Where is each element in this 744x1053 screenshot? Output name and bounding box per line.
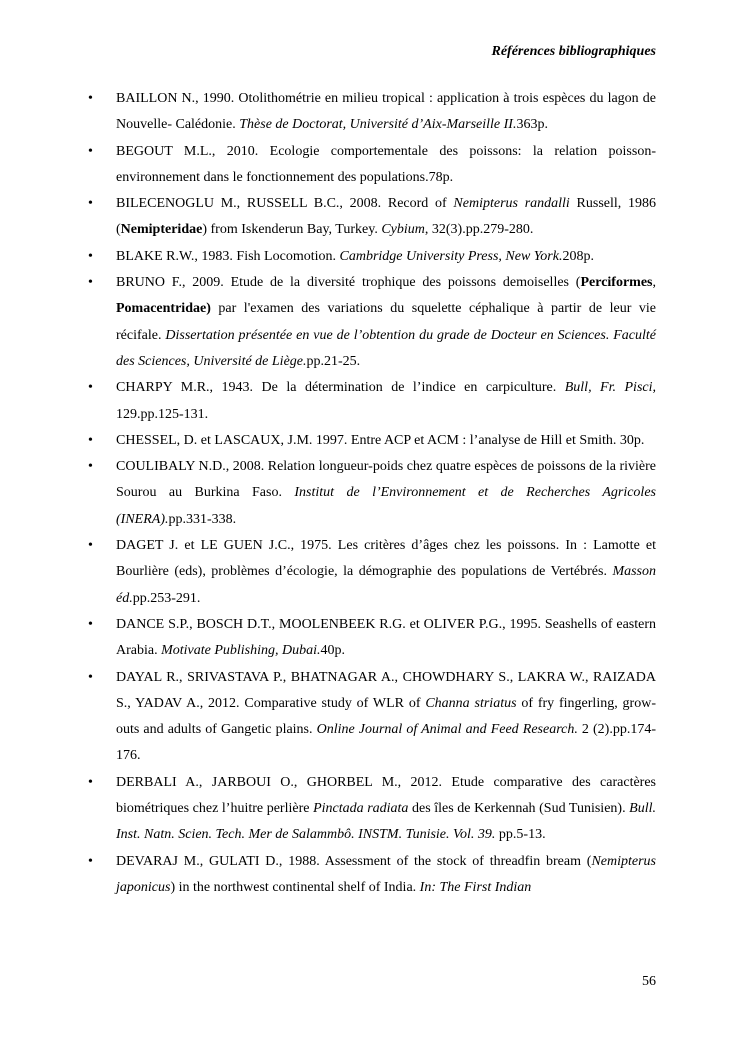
bullet-icon: • [88,91,93,106]
reference-text-segment: Pinctada radiata [313,801,409,817]
reference-text-segment: Masson éd. [116,564,656,606]
reference-item [88,533,656,612]
bullet-icon: • [88,143,93,159]
reference-text-segment: 208p. [562,248,594,264]
reference-text-segment: BAILLON N., 1990. Otolithométrie en milieu tropical : application à trois espèces du lagon de Nouvelle- Calédonie. [116,91,656,133]
reference-item [88,270,656,375]
reference-text-segment: Motivate Publishing, Dubai. [161,643,321,659]
bullet-icon: • [88,538,93,554]
reference-text-segment: Bull. Inst. Natn. Scien. Tech. Mer de Salammbô. INSTM. Tunisie. Vol. 39. [116,801,656,843]
reference-text-segment: par l'examen des variations du squelette céphalique à partir de leur vie récifale. [116,301,656,343]
reference-text-segment: Thèse de Doctorat, Université d’Aix-Marseille II. [239,117,517,133]
reference-text-segment: pp.5-13. [495,827,546,843]
reference-text-segment: Cambridge University Press, New York. [339,248,563,264]
reference-item [88,244,656,270]
reference-text-segment: DANCE S.P., BOSCH D.T., MOOLENBEEK R.G. et OLIVER P.G., 1995. Seashells of eastern Arabia. [116,616,656,659]
reference-text-segment: Nemipteridae [120,222,203,238]
reference-text-segment: 363p. [516,117,548,133]
bullet-icon: • [88,248,93,264]
reference-text-segment: Channa striatus [425,695,517,711]
reference-text-segment: DAGET J. et LE GUEN J.C., 1975. Les critères d’âges chez les poissons. In : Lamotte et Bourlière (eds), problèmes d’écologie, la démographie des populations de Vertébrés. [116,538,656,580]
reference-text-segment: COULIBALY N.D., 2008. Relation longueur-poids chez quatre espèces de poissons de la rivière Sourou au Burkina Faso. [116,459,656,501]
reference-text-segment: BRUNO F., 2009. Etude de la diversité trophique des poissons demoiselles ( [116,275,581,291]
reference-item [88,86,656,139]
bullet-icon: • [88,774,93,790]
reference-text-segment: CHESSEL, D. et LASCAUX, J.M. 1997. Entre ACP et ACM : l’analyse de Hill et Smith. 30p. [116,432,645,448]
reference-item [88,454,656,533]
reference-text-segment: 40p. [320,643,346,659]
reference-item [88,849,656,902]
reference-text-segment: , 32(3).pp.279-280. [424,222,534,238]
reference-text-segment: of fry fingerling, grow-outs and adults of Gangetic plains. [116,695,656,738]
reference-text-segment: Perciformes [580,275,653,291]
reference-text-segment: Dissertation présentée en vue de l’obtention du grade de Docteur en Sciences. Faculté des Sciences, Université de Liège. [116,327,657,369]
bullet-icon: • [88,853,93,869]
reference-item [88,375,656,428]
reference-text-segment: pp.21-25. [306,353,361,369]
reference-text-segment: 2 (2).pp.174-176. [116,722,656,764]
reference-item [88,139,656,192]
reference-text-segment: In: The First Indian [419,879,532,895]
reference-text-segment: DERBALI A., JARBOUI O., GHORBEL M., 2012. Etude comparative des caractères biométriques chez l’huitre perlière [116,774,656,817]
bullet-icon: • [88,380,93,396]
reference-item [88,428,656,454]
reference-item [88,665,656,770]
reference-text-segment: BEGOUT M.L., 2010. Ecologie comportementale des poissons: la relation poisson-environnement dans le fonctionnement des populations.78p. [116,143,656,185]
reference-text-segment: BILECENOGLU M., RUSSELL B.C., 2008. Record of [116,196,454,212]
bullet-icon: • [88,459,93,475]
bullet-icon: • [88,669,93,685]
bullet-icon: • [88,196,93,212]
reference-text-segment: CHARPY M.R., 1943. De la détermination de l’indice en carpiculture. [116,380,565,396]
reference-text-segment: 129.pp.125-131. [116,406,209,422]
reference-text-segment: pp.331-338. [168,511,237,527]
bullet-icon: • [88,275,93,291]
reference-item [88,612,656,665]
reference-text-segment: Institut de l’Environnement et de Recherches Agricoles (INERA). [116,485,656,527]
reference-text-segment: DAYAL R., SRIVASTAVA P., BHATNAGAR A., CHOWDHARY S., LAKRA W., RAIZADA S., YADAV A., 2012. Comparative study of WLR of [116,669,656,711]
reference-text-segment: Bull, Fr. Pisci, [564,380,656,396]
reference-list [88,86,656,901]
running-header: Références bibliographiques [491,44,656,59]
reference-text-segment: DEVARAJ M., GULATI D., 1988. Assessment of the stock of threadfin bream ( [116,853,592,869]
reference-text-segment: Nemipterus randalli [453,196,570,212]
reference-text-segment: BLAKE R.W., 1983. Fish Locomotion. [116,248,340,264]
reference-item [88,770,656,849]
bullet-icon: • [88,432,93,448]
reference-text-segment: des îles de Kerkennah (Sud Tunisien). [408,801,630,817]
reference-text-segment: Pomacentridae) [116,301,211,317]
reference-text-segment: pp.253-291. [132,590,201,606]
reference-text-segment: Cybium [381,222,425,238]
reference-text-segment: Nemipterus japonicus [116,853,656,895]
reference-text-segment: , [652,275,656,291]
page-number: 56 [642,974,656,989]
reference-text-segment: Russell, 1986 ( [116,196,657,238]
reference-item [88,191,656,244]
reference-text-segment: ) in the northwest continental shelf of India. [170,879,420,895]
reference-text-segment: ) from Iskenderun Bay, Turkey. [202,222,382,238]
bullet-icon: • [88,616,93,632]
reference-text-segment: Online Journal of Animal and Feed Research. [316,722,578,738]
